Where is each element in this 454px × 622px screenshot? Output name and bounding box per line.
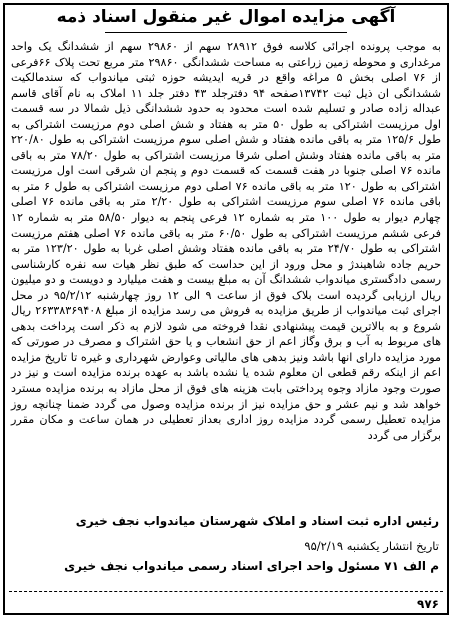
notice-frame xyxy=(3,3,449,615)
publish-date: تاریخ انتشار یکشنبه ۹۵/۲/۱۹ xyxy=(304,539,439,553)
title-underline xyxy=(105,32,347,33)
notice-title: آگهی مزایده اموال غیر منقول اسناد ذمه xyxy=(56,7,396,27)
signature-execution-unit: م الف ۷۱ مسئول واحد اجرای اسناد رسمی میاندواب نجف خیری xyxy=(64,559,439,573)
signature-head-of-office: رئیس اداره ثبت اسناد و املاک شهرستان میاندواب نجف خیری xyxy=(75,514,439,528)
notice-body: به موجب پرونده اجرائی کلاسه فوق ۲۸۹۱۲ سهم از ۲۹۸۶۰ سهم از ششدانگ یک واحد مرغداری و محوطه زمین زراعتی به مساحت ششدانگی ۲۹۸۶۰ متر مربع تحت پلاک ۶۶فرعی از ۷۶ اصلی بخش ۵ مراغه واقع در قریه ایدیشه حوزه ثبتی میاندواب که سندمالکیت ششدانگی ان ذیل ثبت ۱۳۷۴۲صفحه ۹۴ دفترجلد ۴۳ دفتر جلد ۱۱ املاک به نام آقای قاسم عبداله زاده صادر و تسلیم شده است محدود به حدود ششدانگی ذیل شمالا در سه قسمت اول مرزیست اشتراکی به طول ۵۰ متر به هفتاد و شش اصلی دوم مرزیست اشتراکی به طول ۱۲۵/۶ متر به باقی مانده هفتاد و شش اصلی سوم مرزیست اشتراکی به طول ۲۲۰/۸۰ متر به باقی مانده هفتاد وشش اصلی شرقا مرزیست اشتراکی به طول ۷۸/۲۰ متر به باقی مانده ۷۶ اصلی جنوبا در هفت قسمت که قسمت دوم و پنجم ان شرقی است اول مرزیست اشتراکی به طول ۱۲۰ متر به باقی مانده ۷۶ اصلی دوم مرزیست اشتراکی به طول ۶ متر به باقی مانده ۷۶ اصلی سوم مرزیست اشتراکی به طول ۲/۲۰ متر به باقی مانده ۷۶ اصلی چهارم دیوار به طول ۱۰۰ متر به شماره ۱۲ فرعی پنجم به دیوار ۵۸/۵۰ متر به شماره ۱۲ فرعی ششم مرزیست اشتراکی به طول ۶۰/۵۰ متر به باقی مانده ۷۶ اصلی هفتم مرزیست اشتراکی به طول ۲۴/۷۰ متر به باقی مانده هفتاد وشش اصلی غربا به طول ۱۲۳/۲۰ متر به حریم جاده شاهیندژ و محل ورود از این حداست که طبق نظر هیات سه نفره کارشناسی رسمی دادگستری میاندواب ششدانگ آن به مبلغ بیست و هفت میلیارد و دویست و دو میلیون ریال ارزیابی گردیده است بلاک فوق از ساعت ۹ الی ۱۲ روز چهارشنبه ۹۵/۲/۱۲ در محل اجرای ثبت میاندواب از طریق مزایده به فروش می رسد مزایده از مبلغ ۲۶۳۳۸۳۶۹۴۰۸ ریال شروع و به بالاترین قیمت پیشنهادی نقدا فروخته می شود لازم به ذکر است پرداخت بدهی های مربوط به آب و برق وگاز اعم از حق انشعاب و یا حق اشتراک و مصرف در صورتی که مورد مزایده دارای انها باشد ونیز بدهی های مالیاتی وعوارض شهرداری و غیره تا تاریخ مزایده اعم از اینکه رقم قطعی ان معلوم شده یا نشده باشد به عهده برنده مزایده است و نیز در صورت وجود مازاد وجوه پرداختی بابت هزینه های فوق از محل مازاد به برنده مزایده مسترد خواهد شد و نیم عشر و حق مزایده نیز از برنده مزایده وصول می گردد ضمنا چنانچه روز مزایده تعطیل رسمی گردد مزایده روز اداری بعداز تعطیلی در همان ساعت و مکان مقرر برگزار می گردد xyxy=(11,40,442,442)
notice-code: ۹۷۶ xyxy=(417,597,439,611)
bottom-divider xyxy=(9,591,443,592)
